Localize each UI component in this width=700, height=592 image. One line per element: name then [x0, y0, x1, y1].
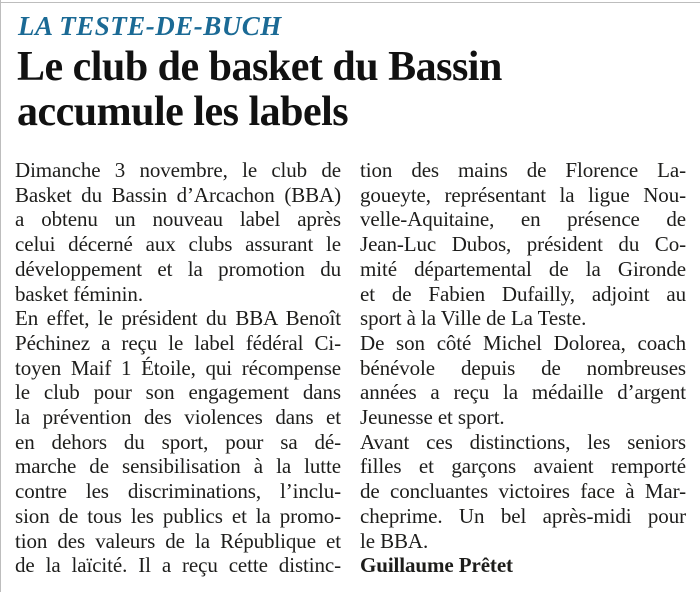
body-text-line: goueyte, représentant la ligue Nou-	[360, 182, 686, 207]
body-text-line: et de Fabien Dufailly, adjoint au	[360, 281, 686, 306]
body-column-right	[360, 158, 686, 578]
body-text-line: sport à la Ville de La Teste.	[360, 306, 587, 331]
top-divider-rule	[1, 2, 700, 3]
body-text-line: Dimanche 3 novembre, le club de	[15, 158, 341, 182]
body-text-line: a obtenu un nouveau label après	[15, 207, 341, 232]
headline-line-1: Le club de basket du Bassin	[17, 44, 502, 90]
body-text-line: celui décerné aux clubs assurant le	[15, 232, 341, 257]
author-byline: Guillaume Prêtet	[360, 553, 513, 578]
headline-line-2: accumule les labels	[17, 89, 349, 135]
body-text-line: développement et la promotion du	[15, 256, 341, 281]
body-text-line: basket féminin.	[15, 281, 143, 306]
body-text-line: en dehors du sport, pour sa dé-	[15, 429, 341, 454]
body-text-line: Jean-Luc Dubos, président du Co-	[360, 232, 686, 257]
body-text-line: bénévole depuis de nombreuses	[360, 355, 686, 380]
body-text-line: années a reçu la médaille d’argent	[360, 380, 686, 405]
body-text-line: contre les discriminations, l’inclu-	[15, 479, 341, 504]
article-kicker: LA TESTE-DE-BUCH	[18, 11, 282, 41]
body-text-line: de la laïcité. Il a reçu cette distinc-	[15, 553, 341, 578]
body-text-line: la prévention des violences dans et	[15, 405, 341, 430]
body-text-line: toyen Maif 1 Étoile, qui récompense	[15, 355, 341, 380]
body-text-line: Jeunesse et sport.	[360, 405, 505, 430]
body-text-line: sion de tous les publics et la promo-	[15, 503, 341, 528]
body-text-line: de concluantes victoires face à Mar-	[360, 479, 686, 504]
body-text-line: mité départemental de la Gironde	[360, 256, 686, 281]
body-text-line: tion des mains de Florence La-	[360, 158, 686, 182]
body-text-line: le club pour son engagement dans	[15, 380, 341, 405]
body-text-line: filles et garçons avaient remporté	[360, 454, 686, 479]
body-text-line: Basket du Bassin d’Arcachon (BBA)	[15, 182, 341, 207]
body-text-line: marche de sensibilisation à la lutte	[15, 454, 341, 479]
body-text-line: Avant ces distinctions, les seniors	[360, 429, 686, 454]
article-body	[15, 158, 686, 578]
body-text-line: Péchinez a reçu le label fédéral Ci-	[15, 330, 341, 355]
body-column-left	[15, 158, 341, 578]
body-text-line: En effet, le président du BBA Benoît	[15, 306, 341, 331]
article-headline	[17, 45, 700, 135]
body-text-line: cheprime. Un bel après-midi pour	[360, 503, 686, 528]
body-text-line: le BBA.	[360, 528, 429, 553]
body-text-line: De son côté Michel Dolorea, coach	[360, 330, 686, 355]
body-text-line: velle-Aquitaine, en présence de	[360, 207, 686, 232]
body-text-line: tion des valeurs de la République et	[15, 528, 341, 553]
